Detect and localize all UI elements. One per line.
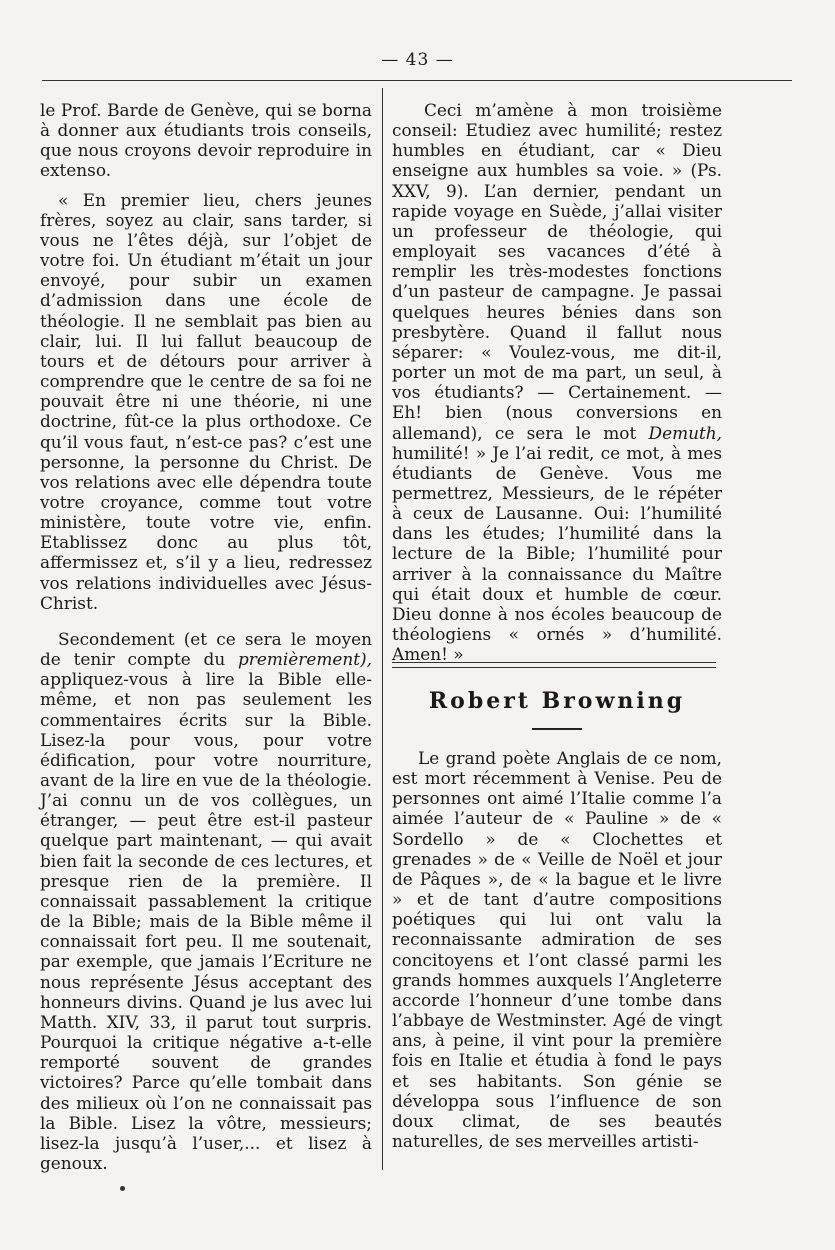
right-column-top: [392, 100, 722, 664]
paragraph-first-advice: « En premier lieu, chers jeunes frères, soyez au clair, sans tarder, si vous ne l’êtes déjà, sur l’objet de votre foi. Un étudiant m’était un jour envoyé, pour subir un examen d’admission dans une école de théologie. Il ne semblait pas bien au clair, lui. Il lui fallut beaucoup de tours et de détours pour arriver à comprendre que le centre de sa foi ne pouvait être ni une théorie, ni une doctrine, fût-ce la plus orthodoxe. Ce qu’il vous faut, n’est-ce pas? c’est une personne, la personne du Christ. De vos relations avec elle dépendra toute votre croyance, comme tout votre ministère, toute votre vie, enfin. Etablissez donc au plus tôt, affermissez et, s’il y a lieu, redressez vos relations individuelles avec Jésus-Christ.: [40, 189, 372, 613]
ink-speck: [120, 1186, 125, 1191]
text-run: appliquez-vous à lire la Bible elle-même, et non pas seulement les commentaires écrits sur la Bible. Lisez-la pour vous, pour votre édification, pour votre nourriture, avant de la lire en vue de la théologie. J’ai connu un de vos collègues, un étranger, — peut être est-il pasteur quelque part maintenant, — qui avait bien fait la seconde de ces lectures, et presque rien de la première. Il connaissait passablement la critique de la Bible; mais de la Bible même il connaissait fort peu. Il me soutenait, par exemple, que jamais l’Ecriture ne nous représente Jésus acceptant des honneurs divins. Quand je lus avec lui Matth. XIV, 33, il parut tout surpris. Pourquoi la critique négative a-t-elle remporté souvent de grandes victoires? Parce qu’elle tombait dans des milieux où l’on ne connaissait pas la Bible. Lisez la vôtre, messieurs; lisez-la jusqu’à l’user,... et lisez à genoux.: [40, 669, 372, 1173]
emphasis-text: Demuth,: [648, 422, 722, 443]
header-rule: [42, 80, 792, 81]
section-separator: [392, 662, 716, 668]
paragraph-browning: Le grand poète Anglais de ce nom, est mort récemment à Venise. Peu de personnes ont aimé l’Italie comme l’a aimée l’auteur de « Pauline » de « Sordello » de « Clochettes et grenades » de « Veille de Noël et jour de Pâques », de « la bague et le livre » et de tant d’autre compositions poétiques qui lui ont valu la reconnaissante admiration de ses concitoyens et l’ont classé parmi les grands hommes auxquels l’Angleterre accorde l’honneur d’une tombe dans l’abbaye de Westminster. Agé de vingt ans, à peine, il vint pour la première fois en Italie et étudia à fond le pays et ses habitants. Son génie se développa sous l’influence de son doux climat, de ses beautés naturelles, de ses merveilles artisti-: [392, 748, 722, 1151]
column-divider: [382, 88, 383, 1170]
headline-dash: [532, 728, 582, 730]
text-run: Secondement (et ce sera le moyen de tenir compte du: [40, 628, 372, 670]
paragraph-third-advice: [392, 100, 722, 664]
emphasis-text: premièrement),: [237, 649, 372, 670]
right-column-article: [392, 748, 722, 1151]
left-column: [40, 100, 372, 1173]
article-headline: Robert Browning: [428, 688, 686, 714]
text-run: humilité! » Je l’ai redit, ce mot, à mes étudiants de Genève. Vous me permettrez, Messieurs, de le répéter à ceux de Lausanne. Oui: l’humilité dans les études; l’humilité dans la lecture de la Bible; l’humilité pour arriver à la connaissance du Maître qui était doux et humble de cœur. Dieu donne à nos écoles beaucoup de théologiens « ornés » d’humilité. Amen! »: [392, 442, 722, 665]
paragraph-intro: le Prof. Barde de Genève, qui se borna à donner aux étudiants trois conseils, que nous croyons devoir reproduire in extenso.: [40, 100, 372, 181]
text-run: Ceci m’amène à mon troisième conseil: Etudiez avec humilité; restez humbles en étudiant, car « Dieu enseigne aux humbles sa voie. » (Ps. XXV, 9). L’an dernier, pendant un rapide voyage en Suède, j’allai visiter un professeur de théologie, qui employait ses vacances d’été à remplir les très-modestes fonctions d’un pasteur de campagne. Je passai quelques heures bénies dans son presbytère. Quand il fallut nous séparer: « Voulez-vous, me dit-il, porter un mot de ma part, un seul, à vos étudiants? — Certainement. — Eh! bien (nous conversions en allemand), ce sera le mot: [392, 100, 722, 443]
page-number: — 43 —: [381, 50, 454, 70]
paragraph-second-advice: [40, 629, 372, 1173]
